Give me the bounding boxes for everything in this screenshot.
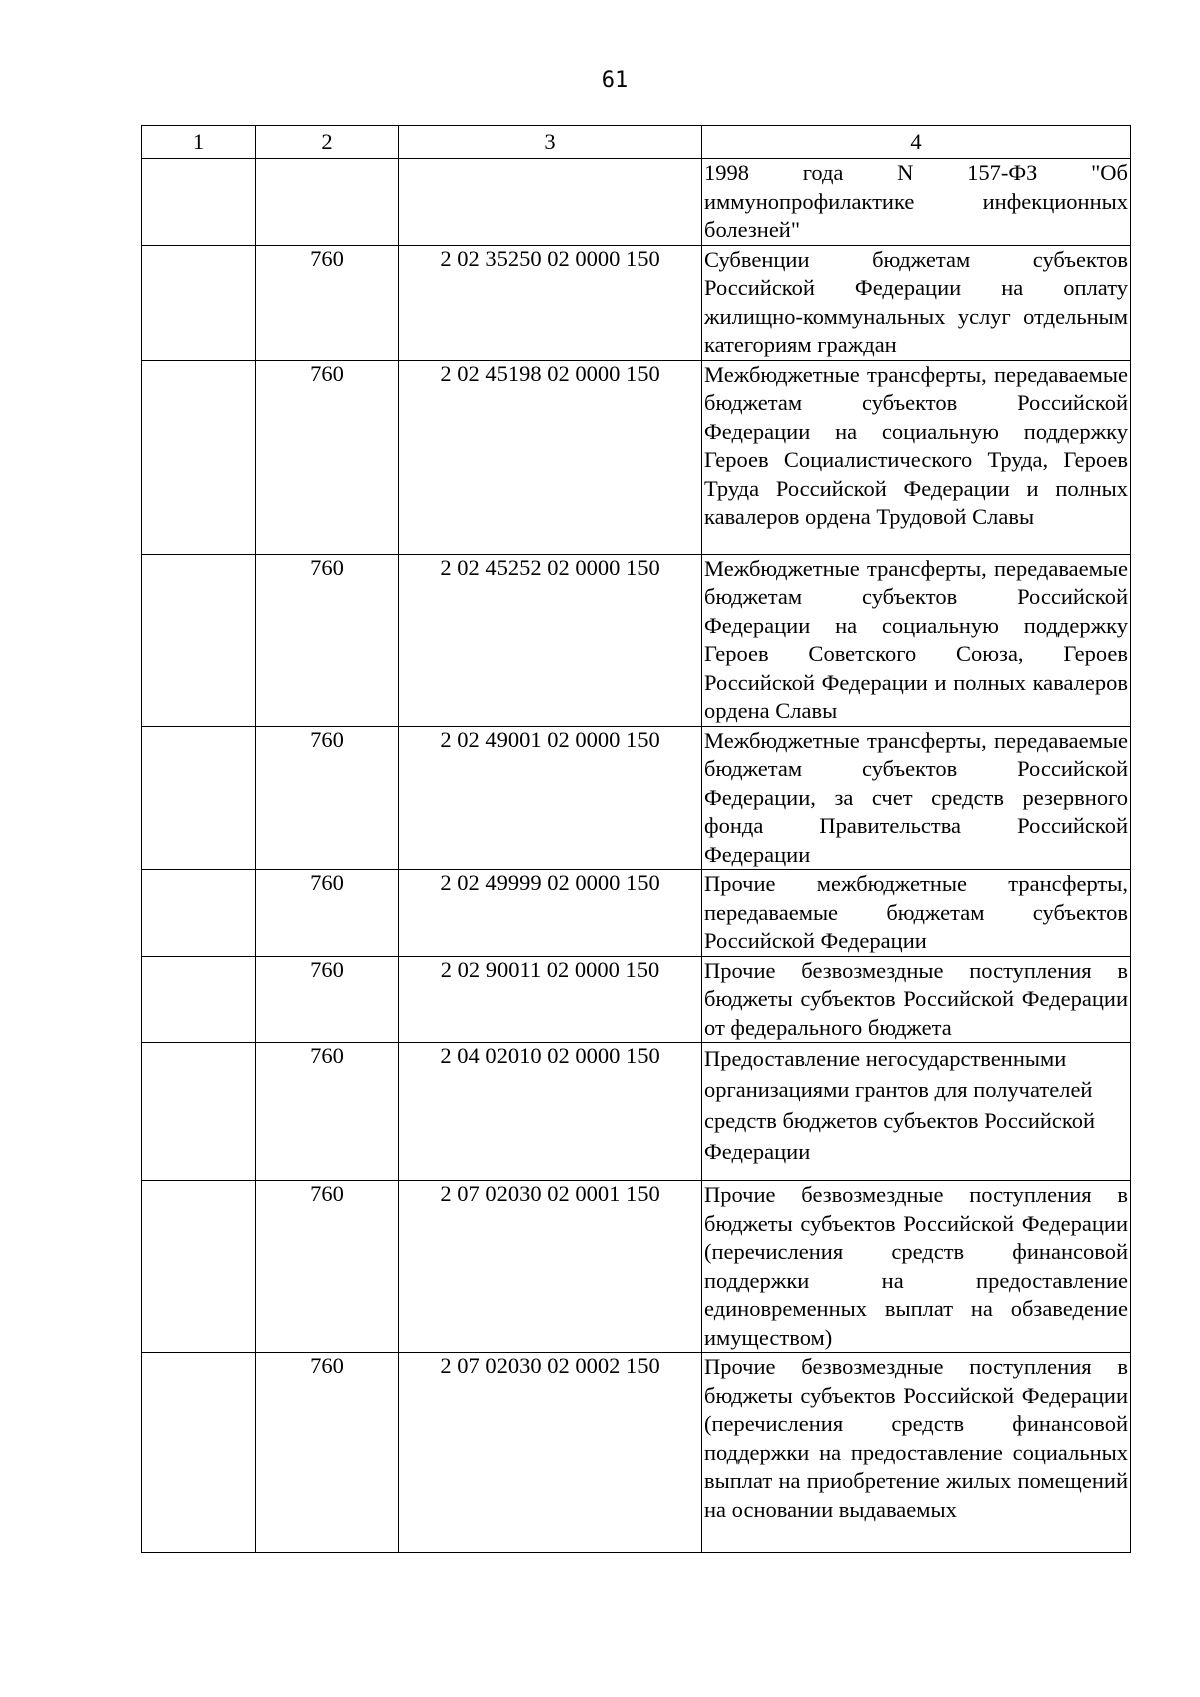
description-cell [702,245,1131,360]
table-row [142,956,1131,1043]
budget-code-cell: 2 02 45198 02 0000 150 [399,360,702,554]
row-cell-col1 [142,1353,256,1553]
description-text: Межбюджетные трансферты, передаваемые бюджетам субъектов Российской Федерации, за счет средств резервного фонда Правительства Российской Федерации [704,727,1128,867]
description-text: Прочие безвозмездные поступления в бюджеты субъектов Российской Федерации (перечисления средств финансовой поддержки на предоставление единовременных выплат на обзаведение имуществом) [704,1182,1128,1350]
description-text: Субвенции бюджетам субъектов Российской Федерации на оплату жилищно-коммунальных услуг отдельным категориям граждан [704,246,1128,357]
admin-code-cell: 760 [256,1181,399,1353]
table-row [142,245,1131,360]
budget-code-cell: 2 02 49001 02 0000 150 [399,726,702,870]
budget-code-cell: 2 07 02030 02 0002 150 [399,1353,702,1553]
budget-code-cell: 2 07 02030 02 0001 150 [399,1181,702,1353]
budget-code-cell: 2 02 49999 02 0000 150 [399,870,702,957]
admin-code-cell: 760 [256,360,399,554]
budget-code-cell [399,159,702,246]
description-cell [702,956,1131,1043]
table-row [142,360,1131,554]
table-row [142,1043,1131,1181]
description-text: Прочие безвозмездные поступления в бюджеты субъектов Российской Федерации (перечисления средств финансовой поддержки на предоставление социальных выплат на приобретение жилых помещений на основании выдаваемых [704,1354,1128,1522]
column-header-1: 1 [142,126,256,159]
row-cell-col1 [142,360,256,554]
column-header-2: 2 [256,126,399,159]
description-cell [702,360,1131,554]
row-cell-col1 [142,554,256,726]
description-cell [702,726,1131,870]
table-row [142,1353,1131,1553]
row-cell-col1 [142,956,256,1043]
admin-code-cell: 760 [256,1353,399,1553]
column-header-3: 3 [399,126,702,159]
table-row [142,870,1131,957]
budget-code-cell: 2 04 02010 02 0000 150 [399,1043,702,1181]
row-cell-col1 [142,870,256,957]
description-text: Предоставление негосударственными организациями грантов для получателей средств бюджетов субъектов Российской Федерации [704,1046,1095,1164]
admin-code-cell: 760 [256,245,399,360]
description-text: Прочие безвозмездные поступления в бюджеты субъектов Российской Федерации от федерального бюджета [704,957,1128,1040]
description-cell [702,554,1131,726]
description-text: Прочие межбюджетные трансферты, передаваемые бюджетам субъектов Российской Федерации [704,871,1128,953]
budget-code-cell: 2 02 90011 02 0000 150 [399,956,702,1043]
description-text: 1998 года N 157-ФЗ "Об иммунопрофилактике инфекционных болезней" [704,160,1128,242]
budget-code-cell: 2 02 45252 02 0000 150 [399,554,702,726]
description-cell [702,1181,1131,1353]
budget-code-cell: 2 02 35250 02 0000 150 [399,245,702,360]
row-cell-col1 [142,245,256,360]
table-header-row [142,126,1131,159]
description-text: Межбюджетные трансферты, передаваемые бюджетам субъектов Российской Федерации на социальную поддержку Героев Социалистического Труда, Героев Труда Российской Федерации и полных кавалеров ордена Трудовой Славы [704,361,1128,529]
description-cell [702,159,1131,246]
admin-code-cell: 760 [256,870,399,957]
admin-code-cell [256,159,399,246]
table-row [142,726,1131,870]
row-cell-col1 [142,1181,256,1353]
table-row [142,1181,1131,1353]
description-cell [702,870,1131,957]
row-cell-col1 [142,159,256,246]
admin-code-cell: 760 [256,726,399,870]
description-text: Межбюджетные трансферты, передаваемые бюджетам субъектов Российской Федерации на социальную поддержку Героев Советского Союза, Героев Российской Федерации и полных кавалеров ордена Славы [704,555,1128,723]
budget-codes-table [141,125,1131,1553]
admin-code-cell: 760 [256,554,399,726]
admin-code-cell: 760 [256,956,399,1043]
row-cell-col1 [142,1043,256,1181]
table-row [142,554,1131,726]
column-header-4: 4 [702,126,1131,159]
description-cell [702,1043,1131,1181]
table-row [142,159,1131,246]
page-number: 61 [601,68,629,93]
admin-code-cell: 760 [256,1043,399,1181]
description-cell [702,1353,1131,1553]
row-cell-col1 [142,726,256,870]
